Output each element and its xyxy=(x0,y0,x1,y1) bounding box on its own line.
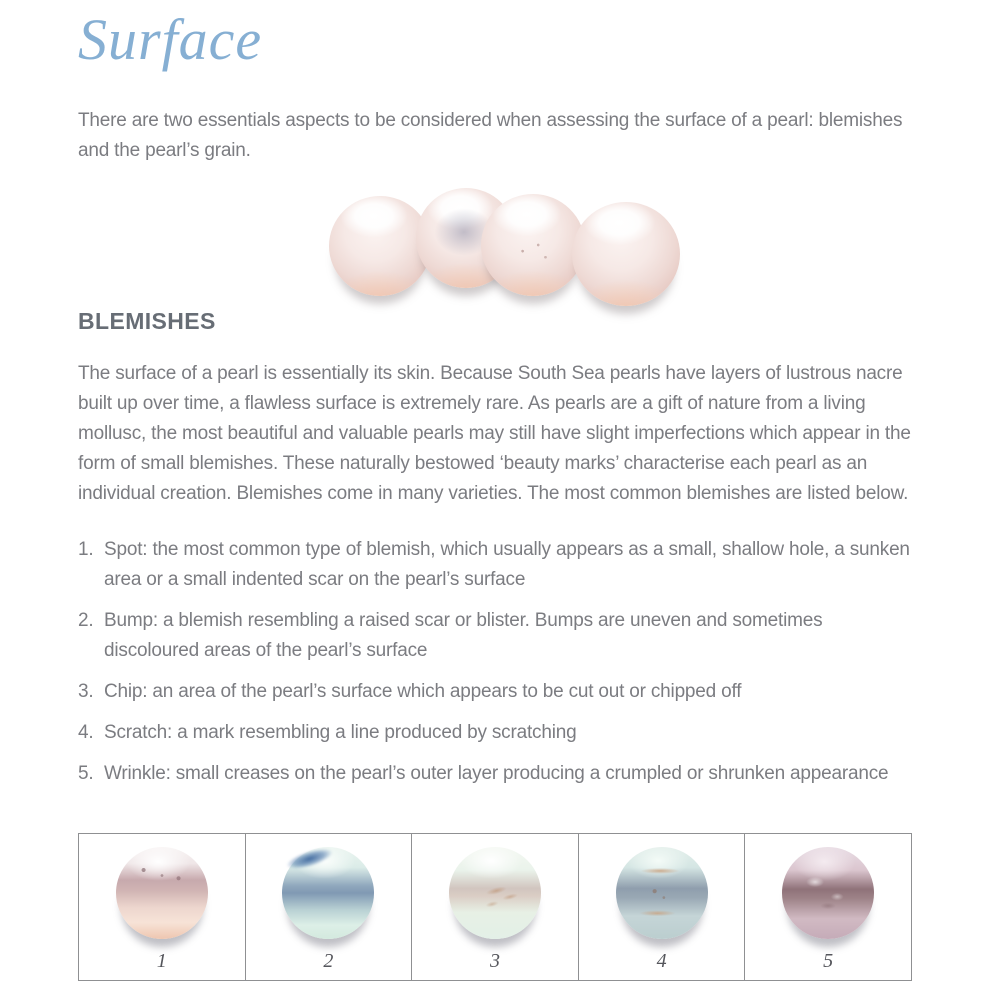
list-item-text: Scratch: a mark resembling a line produced by scratching xyxy=(104,722,577,743)
blemish-list xyxy=(78,535,912,789)
example-number: 2 xyxy=(323,950,334,972)
pearl-photo-4 xyxy=(572,202,680,306)
list-item-text: Wrinkle: small creases on the pearl’s outer layer producing a crumpled or shrunken appearance xyxy=(104,763,889,784)
list-item-number: 2. xyxy=(78,610,94,631)
example-number: 5 xyxy=(823,950,834,972)
example-number: 1 xyxy=(156,950,167,972)
blemish-examples-table xyxy=(78,833,912,981)
list-item-text: Bump: a blemish resembling a raised scar or blister. Bumps are uneven and sometimes discoloured areas of the pearl’s surface xyxy=(104,610,823,661)
section-heading: BLEMISHES xyxy=(78,308,216,334)
list-item-bump xyxy=(78,606,912,666)
list-item-number: 1. xyxy=(78,539,94,560)
example-cell-chip xyxy=(412,834,579,980)
example-number: 4 xyxy=(656,950,667,972)
list-item-text: Chip: an area of the pearl’s surface which appears to be cut out or chipped off xyxy=(104,681,742,702)
wrinkle-pearl-photo xyxy=(782,847,874,939)
chip-pearl-photo xyxy=(449,847,541,939)
list-item-number: 4. xyxy=(78,722,94,743)
page-title: Surface xyxy=(78,7,263,72)
example-number: 3 xyxy=(489,950,500,972)
list-item-number: 5. xyxy=(78,763,94,784)
list-item-number: 3. xyxy=(78,681,94,702)
list-item-text: Spot: the most common type of blemish, which usually appears as a small, shallow hole, a sunken area or a small indented scar on the pearl’s surface xyxy=(104,539,910,590)
scratch-pearl-photo xyxy=(616,847,708,939)
example-cell-spot xyxy=(79,834,246,980)
list-item-spot xyxy=(78,535,912,595)
bump-pearl-photo xyxy=(282,847,374,939)
example-cell-scratch xyxy=(579,834,746,980)
spot-pearl-photo xyxy=(116,847,208,939)
intro-paragraph: There are two essentials aspects to be considered when assessing the surface of a pearl: blemishes and the pearl’s grain. xyxy=(78,110,903,161)
body-paragraph: The surface of a pearl is essentially its skin. Because South Sea pearls have layers of lustrous nacre built up over time, a flawless surface is extremely rare. As pearls are a gift of nature from a living mollusc, the most beautiful and valuable pearls may still have slight imperfections which appear in the form of small blemishes. These naturally bestowed ‘beauty marks’ characterise each pearl as an individual creation. Blemishes come in many varieties. The most common blemishes are listed below. xyxy=(78,363,911,504)
list-item-wrinkle xyxy=(78,759,912,789)
example-cell-bump xyxy=(246,834,413,980)
list-item-chip xyxy=(78,677,912,707)
example-cell-wrinkle xyxy=(745,834,911,980)
pearl-strip-photo xyxy=(329,184,685,296)
list-item-scratch xyxy=(78,718,912,748)
pearl-photo-3 xyxy=(481,194,585,296)
document-page xyxy=(0,4,990,981)
